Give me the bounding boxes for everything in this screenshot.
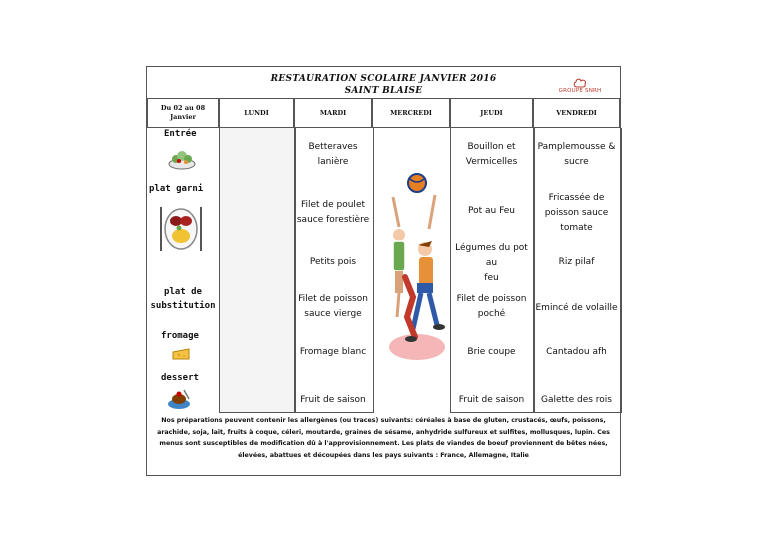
mardi-substitution-line2: sauce vierge <box>304 309 362 319</box>
jeudi-garniture-line1: Légumes du pot au <box>455 242 528 268</box>
logo-text: GROUPE SNRH <box>558 88 602 94</box>
mardi-entree-line1: Betteraves <box>308 142 358 152</box>
vendredi-dessert: Galette des rois <box>541 394 612 405</box>
substitution-line1: plat de <box>164 287 202 297</box>
jeudi-entree <box>450 139 533 171</box>
category-substitution <box>147 285 219 313</box>
header-mercredi: MERCREDI <box>372 98 450 128</box>
menu-sheet <box>146 66 621 476</box>
lundi-column <box>219 128 296 413</box>
mardi-garniture: Petits pois <box>309 256 357 267</box>
mardi-plat <box>294 197 372 229</box>
category-plat-garni: plat garni <box>149 184 204 194</box>
mardi-entree <box>294 139 372 171</box>
jeudi-garniture <box>450 242 533 283</box>
vendredi-plat-line3: tomate <box>560 222 593 233</box>
jeudi-dessert: Fruit de saison <box>458 394 525 405</box>
header-vendredi: VENDREDI <box>533 98 620 128</box>
jeudi-fromage: Brie coupe <box>467 346 516 357</box>
header-lundi: LUNDI <box>219 98 294 128</box>
mardi-substitution-line1: Filet de poisson <box>298 294 368 304</box>
allergens-line4: élevées, abattues et découpées dans les pays suivants : France, Allemagne, Italie <box>238 451 529 459</box>
vendredi-substitution: Emincé de volaille <box>535 302 618 313</box>
mardi-plat-line2: sauce forestière <box>296 215 370 225</box>
vendredi-plat <box>533 189 620 237</box>
period-line2: Janvier <box>170 113 196 121</box>
period-line1: Du 02 au 08 <box>160 104 206 112</box>
vendredi-entree-line2: sucre <box>564 157 589 167</box>
menu-title: RESTAURATION SCOLAIRE JANVIER 2016 <box>270 74 497 84</box>
allergens-line3: menus sont susceptibles de modification dû à l'approvisionnement. Les plats de viandes de boeuf proviennent de bêtes nées, <box>159 440 608 447</box>
dessert-icon <box>165 387 193 411</box>
mardi-entree-line2: lanière <box>317 157 349 167</box>
mardi-fromage: Fromage blanc <box>299 346 367 357</box>
plate-icon <box>157 203 205 255</box>
mardi-plat-line1: Filet de poulet <box>300 200 366 210</box>
jeudi-entree-line2: Vermicelles <box>465 157 518 167</box>
jeudi-substitution-line2: poché <box>477 309 506 319</box>
allergens-notice <box>147 415 620 461</box>
jeudi-garniture-line2: feu <box>484 272 499 283</box>
company-logo <box>555 78 605 98</box>
mardi-dessert: Fruit de saison <box>300 394 366 405</box>
salad-icon <box>167 147 197 171</box>
vendredi-entree-line1: Pamplemousse & <box>537 142 616 152</box>
allergens-line1: Nos préparations peuvent contenir les allergènes (ou traces) suivants: céréales à base de gluten, crustacés, œufs, poissons, <box>161 417 606 424</box>
mardi-substitution <box>294 291 372 323</box>
period-header <box>147 98 219 128</box>
cheese-icon <box>172 347 190 361</box>
header-mardi: MARDI <box>294 98 372 128</box>
school-name: SAINT BLAISE <box>344 86 423 96</box>
vendredi-plat-line1: Fricassée de <box>548 192 605 203</box>
vendredi-entree <box>533 139 620 171</box>
substitution-line2: substitution <box>150 301 216 311</box>
vendredi-fromage: Cantadou afh <box>546 346 607 357</box>
category-entree: Entrée <box>164 129 197 139</box>
vendredi-garniture: Riz pilaf <box>558 256 595 267</box>
header-jeudi: JEUDI <box>450 98 533 128</box>
allergens-line2: arachide, soja, lait, fruits à coque, céleri, moutarde, graines de sésame, anhydride sulfureux et sulfites, mollusques, lupin. Ces <box>157 428 610 436</box>
category-dessert: dessert <box>161 373 199 383</box>
jeudi-entree-line1: Bouillon et <box>467 142 516 152</box>
jeudi-plat: Pot au Feu <box>467 205 515 216</box>
jeudi-substitution-line1: Filet de poisson <box>456 294 527 304</box>
kids-playing-illustration <box>377 167 455 367</box>
jeudi-substitution <box>450 291 533 323</box>
vendredi-plat-line2: poisson sauce <box>544 207 609 218</box>
category-fromage: fromage <box>161 331 199 341</box>
